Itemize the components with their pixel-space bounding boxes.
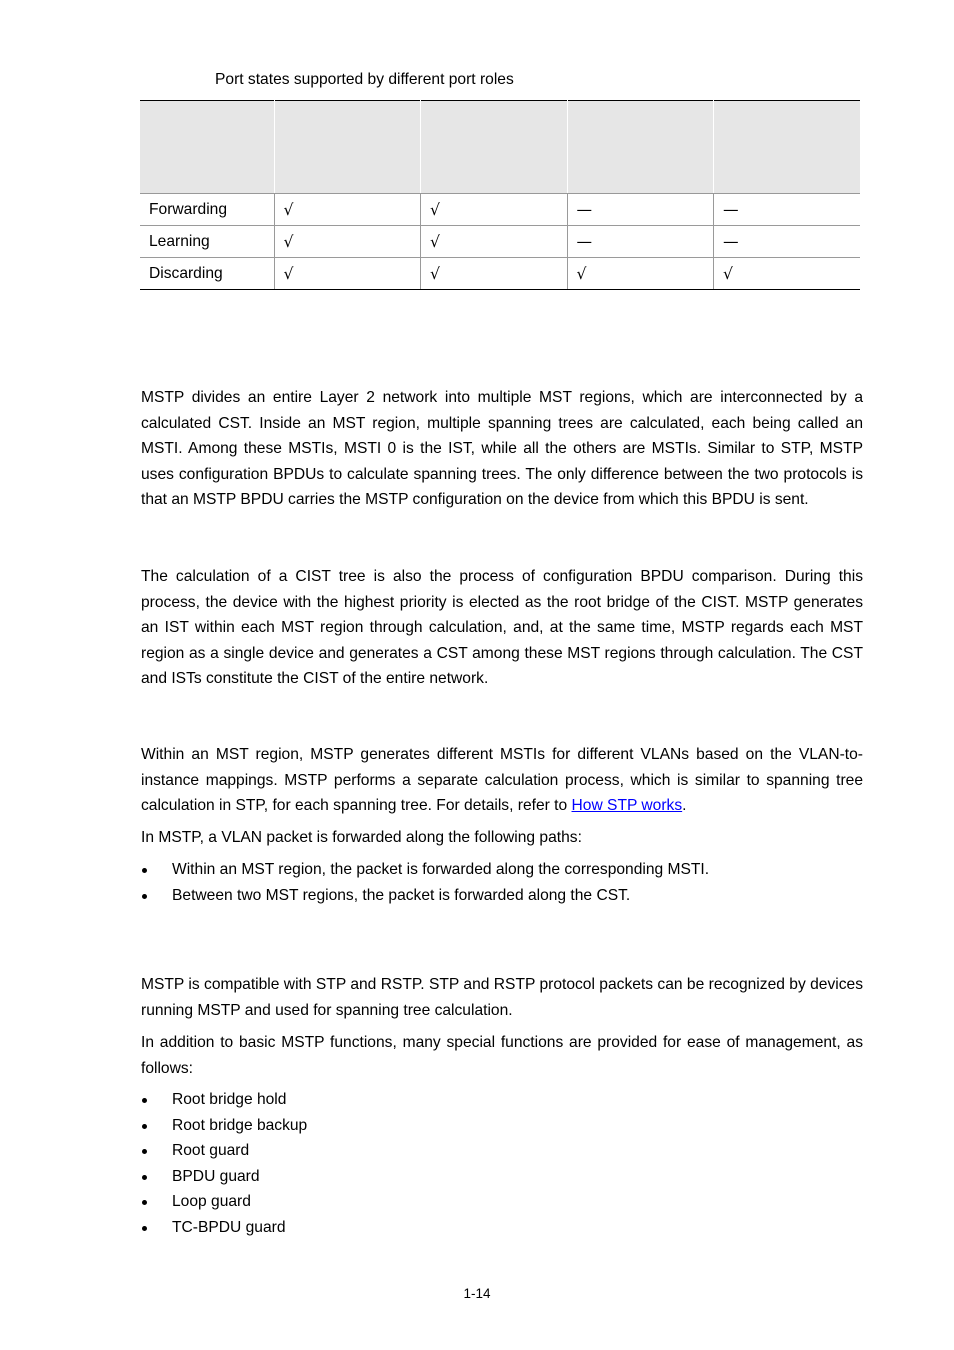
paragraph-compatibility: MSTP is compatible with STP and RSTP. STP and RSTP protocol packets can be recognized by devices running MSTP and used for spanning tree calculation. <box>141 976 863 1019</box>
list-item: Root bridge hold <box>141 1087 307 1113</box>
header-cell <box>274 101 421 194</box>
support-cell: √ <box>567 258 714 290</box>
support-cell: √ <box>421 226 568 258</box>
bullet-icon <box>142 1226 147 1231</box>
header-cell <box>714 101 861 194</box>
list-item: Between two MST regions, the packet is forwarded along the CST. <box>141 883 709 909</box>
paragraph-text: . <box>682 797 687 814</box>
table-row <box>140 258 860 290</box>
list-item: Within an MST region, the packet is forwarded along the corresponding MSTI. <box>141 857 709 883</box>
special-functions-list <box>141 1087 307 1240</box>
paragraph-forwarding-intro: In MSTP, a VLAN packet is forwarded along the following paths: <box>141 829 582 846</box>
support-cell: √ <box>421 194 568 226</box>
list-item: Root guard <box>141 1138 307 1164</box>
table-row <box>140 194 860 226</box>
support-cell: — <box>714 194 861 226</box>
paragraph-text: Within an MST region, MSTP generates different MSTIs for different VLANs based on the VLAN-to-instance mappings. MSTP performs a separate calculation process, which is similar to spanning tree calculation in STP, for each spanning tree. For details, refer to <box>141 746 863 814</box>
list-item: BPDU guard <box>141 1164 307 1190</box>
support-cell: √ <box>714 258 861 290</box>
bullet-icon <box>142 1149 147 1154</box>
support-cell: √ <box>274 226 421 258</box>
table-row <box>140 226 860 258</box>
bullet-icon <box>142 1098 147 1103</box>
port-state-cell: Forwarding <box>140 194 274 226</box>
bullet-icon <box>142 868 147 873</box>
port-state-cell: Discarding <box>140 258 274 290</box>
support-cell: — <box>567 226 714 258</box>
bullet-icon <box>142 1175 147 1180</box>
paragraph-cist-calculation: The calculation of a CIST tree is also the process of configuration BPDU comparison. During this process, the device with the highest priority is elected as the root bridge of the CIST. MSTP generates an IST within each MST region through calculation, and, at the same time, MSTP regards each MST region as a single device and generates a CST among these MST regions through calculation. The CST and ISTs constitute the CIST of the entire network. <box>141 568 863 687</box>
table-header-row <box>140 101 860 194</box>
port-states-table <box>140 100 860 290</box>
port-state-cell: Learning <box>140 226 274 258</box>
header-cell <box>140 101 274 194</box>
support-cell: √ <box>421 258 568 290</box>
list-item: Loop guard <box>141 1189 307 1215</box>
bullet-icon <box>142 1200 147 1205</box>
list-item: Root bridge backup <box>141 1113 307 1139</box>
paragraph-msti-calculation <box>141 742 863 819</box>
table-caption: Port states supported by different port roles <box>215 71 514 88</box>
how-stp-works-link[interactable]: How STP works <box>571 797 683 814</box>
paragraph-special-functions: In addition to basic MSTP functions, many special functions are provided for ease of management, as follows: <box>141 1034 863 1077</box>
header-cell <box>421 101 568 194</box>
bullet-icon <box>142 1124 147 1129</box>
header-cell <box>567 101 714 194</box>
support-cell: √ <box>274 258 421 290</box>
paragraph-mst-regions: MSTP divides an entire Layer 2 network into multiple MST regions, which are interconnected by a calculated CST. Inside an MST region, multiple spanning trees are calculated, each being called an MSTI. Among these MSTIs, MSTI 0 is the IST, while all the others are MSTIs. Similar to STP, MSTP uses configuration BPDUs to calculate spanning trees. The only difference between the two protocols is that an MSTP BPDU carries the MSTP configuration on the device from which this BPDU is sent. <box>141 389 863 508</box>
bullet-icon <box>142 894 147 899</box>
support-cell: — <box>714 226 861 258</box>
list-item: TC-BPDU guard <box>141 1215 307 1241</box>
forwarding-paths-list <box>141 857 709 908</box>
support-cell: √ <box>274 194 421 226</box>
support-cell: — <box>567 194 714 226</box>
page-number: 1-14 <box>463 1286 491 1301</box>
